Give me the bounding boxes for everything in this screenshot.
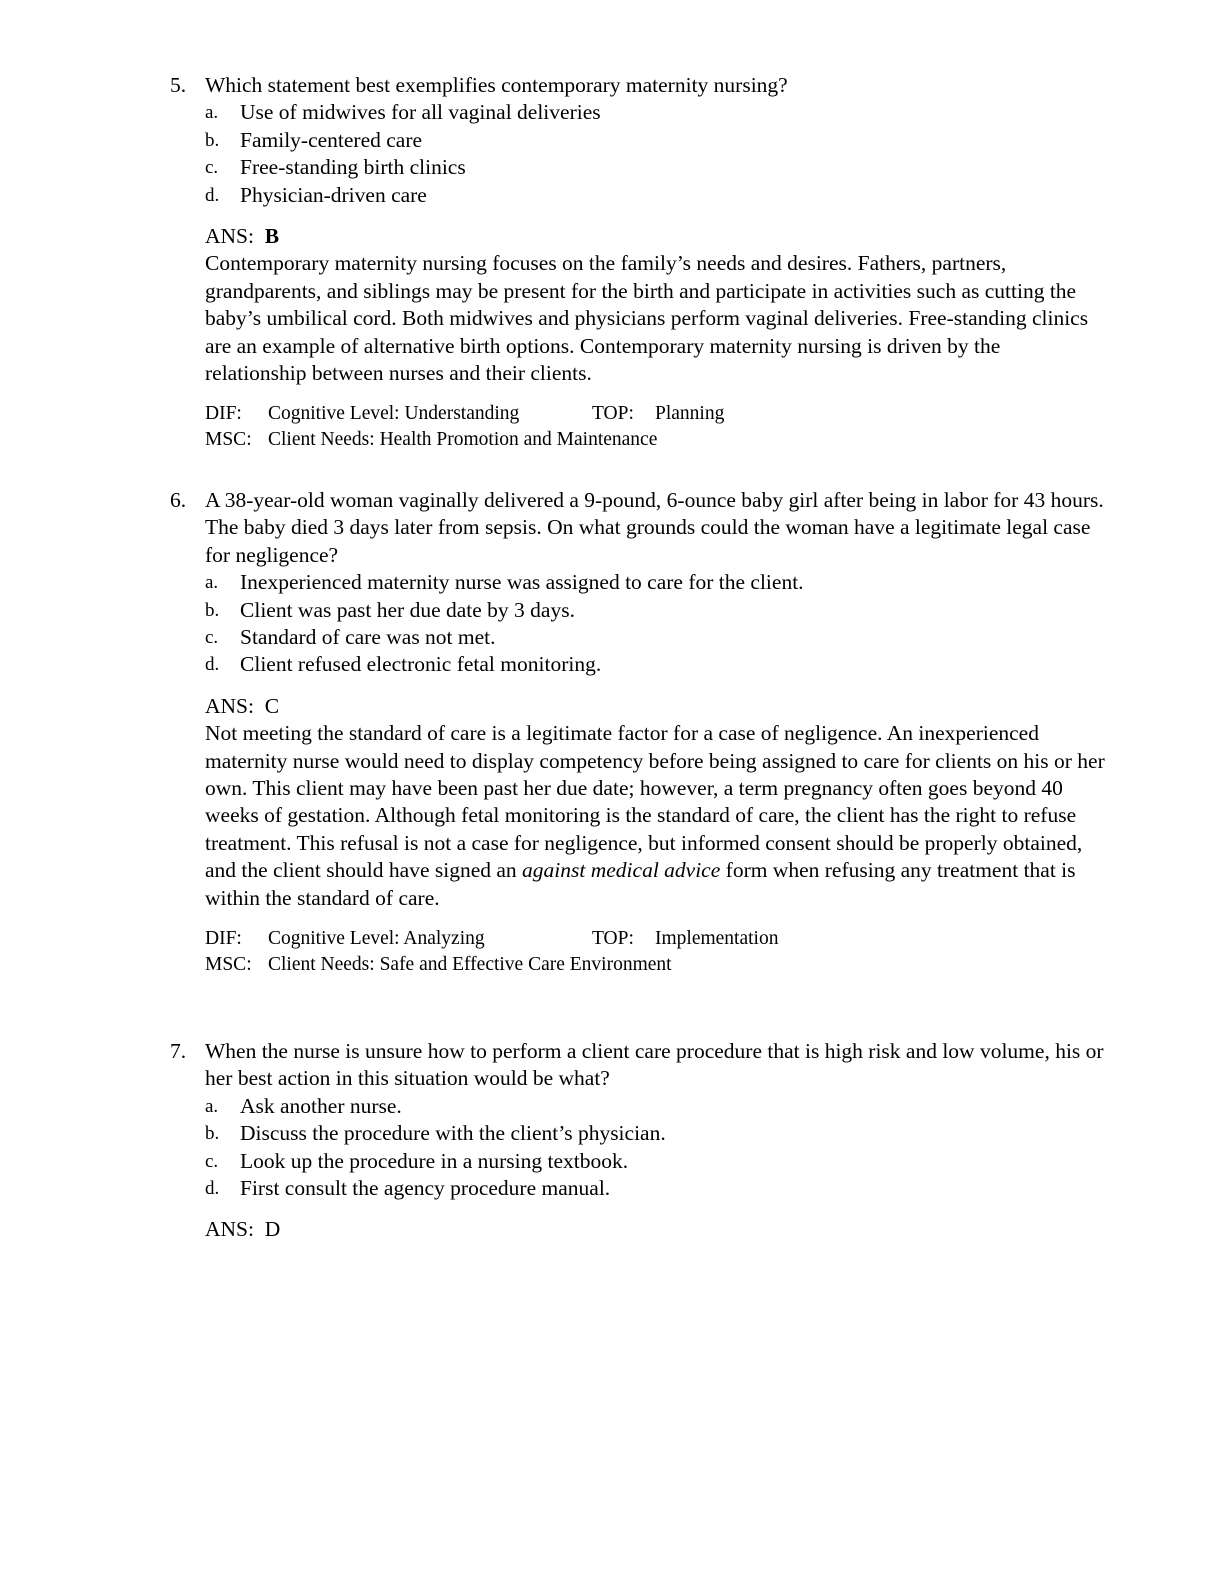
question-number: 7. [170, 1039, 187, 1063]
dif-top-row [0, 401, 1224, 427]
question-stem [0, 1038, 1224, 1093]
question-number: 6. [170, 488, 187, 512]
answer-line [0, 693, 1224, 720]
msc-row [0, 952, 1224, 978]
msc-value: Client Needs: Health Promotion and Maintenance [268, 428, 658, 450]
answer-label: ANS: [205, 693, 254, 718]
question-text: When the nurse is unsure how to perform a client care procedure that is high risk and low volume, his or her best action in this situation would be what? [205, 1039, 1104, 1091]
question-number: 5. [170, 73, 187, 97]
option-letter: c. [205, 627, 219, 649]
answer-value: B [264, 224, 280, 249]
question-text: Which statement best exemplifies contemporary maternity nursing? [205, 73, 788, 97]
rationale-emphasis: against medical advice [522, 858, 721, 883]
option-letter: b. [205, 129, 220, 151]
answer-line [0, 1216, 1224, 1243]
option-text: First consult the agency procedure manual. [240, 1176, 611, 1201]
question-stem [0, 72, 1224, 99]
option-text: Client refused electronic fetal monitoring. [240, 652, 602, 677]
question-6 [0, 487, 1224, 977]
option-letter: b. [205, 1123, 220, 1145]
msc-value: Client Needs: Safe and Effective Care Environment [268, 953, 672, 975]
option-letter: c. [205, 157, 219, 179]
option-text: Look up the procedure in a nursing textbook. [240, 1148, 629, 1173]
msc-row [0, 427, 1224, 453]
option-text: Discuss the procedure with the client’s physician. [240, 1121, 666, 1146]
option-d [0, 1175, 1224, 1202]
dif-label: DIF: [205, 928, 242, 950]
top-value: Planning [655, 403, 725, 425]
option-a [0, 1093, 1224, 1120]
answer-options [0, 99, 1224, 209]
dif-value: Cognitive Level: Analyzing [268, 928, 485, 950]
answer-value: D [264, 1217, 281, 1242]
option-b [0, 1120, 1224, 1147]
option-d [0, 651, 1224, 678]
dif-label: DIF: [205, 403, 242, 425]
dif-top-row [0, 926, 1224, 952]
option-letter: b. [205, 599, 220, 621]
option-c [0, 154, 1224, 181]
option-letter: d. [205, 654, 220, 676]
question-metadata [0, 926, 1224, 977]
answer-label: ANS: [205, 1217, 254, 1242]
option-text: Ask another nurse. [240, 1093, 402, 1118]
option-b [0, 127, 1224, 154]
top-label: TOP: [592, 928, 634, 950]
option-a [0, 99, 1224, 126]
question-metadata [0, 401, 1224, 452]
option-letter: d. [205, 1178, 220, 1200]
option-text: Client was past her due date by 3 days. [240, 597, 575, 622]
question-stem [0, 487, 1224, 569]
option-text: Inexperienced maternity nurse was assigned to care for the client. [240, 570, 804, 595]
option-letter: d. [205, 184, 220, 206]
msc-label: MSC: [205, 428, 252, 450]
option-c [0, 624, 1224, 651]
rationale-text: Not meeting the standard of care is a legitimate factor for a case of negligence. An inexperienced maternity nurse would need to display competency before being assigned to care for clients on his or her own. This client may have been past her due date; however, a term pregnancy often goes beyond 40 weeks of gestation. Although fetal monitoring is the standard of care, the client has the right to refuse treatment. This refusal is not a case for negligence, but informed consent should be properly obtained, and the client should have signed an [205, 721, 1105, 883]
option-text: Free-standing birth clinics [240, 155, 466, 180]
msc-label: MSC: [205, 953, 252, 975]
option-text: Standard of care was not met. [240, 625, 496, 650]
question-7 [0, 1038, 1224, 1244]
top-value: Implementation [655, 928, 779, 950]
answer-label: ANS: [205, 224, 254, 249]
question-5 [0, 72, 1224, 452]
option-c [0, 1148, 1224, 1175]
answer-line [0, 223, 1224, 250]
question-text: A 38-year-old woman vaginally delivered a 9-pound, 6-ounce baby girl after being in labor for 43 hours. The baby died 3 days later from sepsis. On what grounds could the woman have a legitimate legal case for negligence? [205, 488, 1104, 567]
option-b [0, 597, 1224, 624]
answer-value: C [264, 693, 280, 718]
option-letter: a. [205, 1095, 219, 1117]
option-text: Physician-driven care [240, 182, 427, 207]
option-text: Use of midwives for all vaginal deliveries [240, 100, 601, 125]
option-letter: a. [205, 572, 219, 594]
answer-options [0, 1093, 1224, 1203]
top-label: TOP: [592, 403, 634, 425]
answer-options [0, 569, 1224, 679]
option-a [0, 569, 1224, 596]
option-letter: c. [205, 1150, 219, 1172]
dif-value: Cognitive Level: Understanding [268, 403, 520, 425]
rationale [0, 720, 1224, 912]
option-d [0, 182, 1224, 209]
option-text: Family-centered care [240, 127, 423, 152]
rationale-text-end: form when refusing any treatment that is within the standard of care. [205, 858, 1076, 910]
option-letter: a. [205, 102, 219, 124]
rationale: Contemporary maternity nursing focuses on the family’s needs and desires. Fathers, partners, grandparents, and siblings may be present for the birth and participate in activities such as cutting the baby’s umbilical cord. Both midwives and physicians perform vaginal deliveries. Free-standing clinics are an example of alternative birth options. Contemporary maternity nursing is driven by the relationship between nurses and their clients. [205, 251, 1089, 386]
